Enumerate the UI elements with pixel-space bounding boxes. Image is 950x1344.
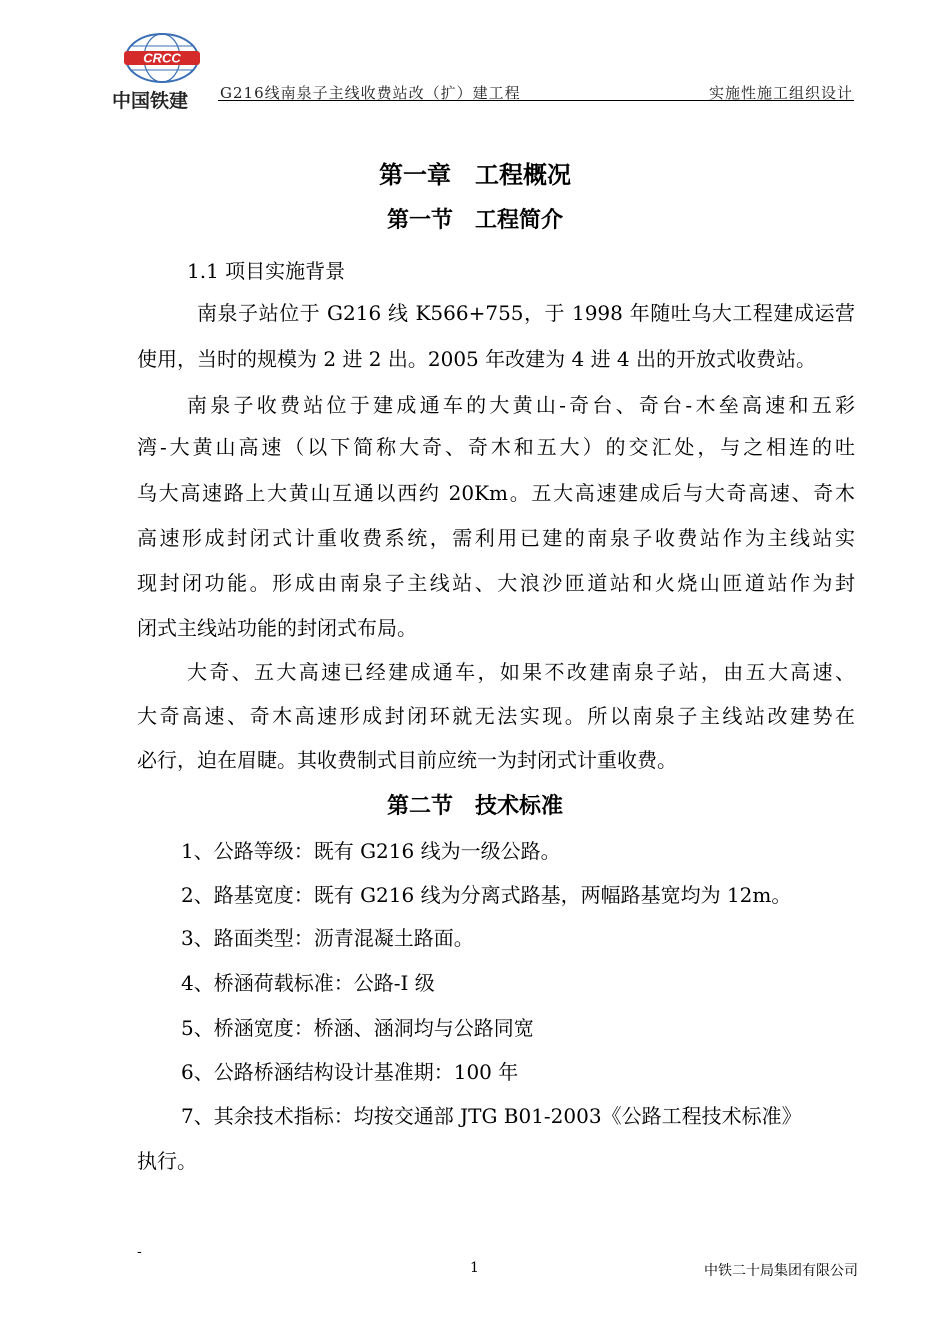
paragraph-line: 乌大高速路上大黄山互通以西约 20Km。五大高速建成后与大奇高速、奇木	[137, 481, 855, 505]
standard-item: 1、公路等级：既有 G216 线为一级公路。	[181, 839, 561, 863]
company-logo	[112, 32, 212, 112]
standard-item: 5、桥涵宽度：桥涵、涵洞均与公路同宽	[181, 1016, 534, 1040]
paragraph-line: 必行，迫在眉睫。其收费制式目前应统一为封闭式计重收费。	[137, 748, 677, 772]
standard-item: 4、桥涵荷载标准：公路-I 级	[181, 971, 435, 995]
header-project-name: G216线南泉子主线收费站改（扩）建工程	[220, 84, 521, 102]
svg-text:CRCC: CRCC	[143, 50, 181, 66]
paragraph-line: 现封闭功能。形成由南泉子主线站、大浪沙匝道站和火烧山匝道站作为封	[137, 571, 855, 595]
crcc-globe-icon	[122, 32, 202, 84]
paragraph-line: 闭式主线站功能的封闭式布局。	[137, 616, 417, 640]
paragraph-line: 南泉子收费站位于建成通车的大黄山-奇台、奇台-木垒高速和五彩	[187, 393, 855, 417]
standard-item: 6、公路桥涵结构设计基准期：100 年	[181, 1060, 519, 1084]
paragraph-line: 高速形成封闭式计重收费系统，需利用已建的南泉子收费站作为主线站实	[137, 526, 855, 550]
page-number: 1	[470, 1260, 479, 1276]
header-document-type: 实施性施工组织设计	[708, 84, 853, 102]
standard-item: 2、路基宽度：既有 G216 线为分离式路基，两幅路基宽均为 12m。	[181, 883, 792, 907]
footer-mark: -	[137, 1244, 142, 1260]
paragraph-line: 湾-大黄山高速（以下简称大奇、奇木和五大）的交汇处，与之相连的吐	[137, 435, 855, 459]
paragraph-line: 使用，当时的规模为 2 进 2 出。2005 年改建为 4 进 4 出的开放式收费站。	[137, 347, 817, 371]
header-rule	[218, 100, 854, 101]
standard-item-continuation: 执行。	[137, 1149, 197, 1173]
section1-title: 第一节 工程简介	[386, 208, 563, 233]
standard-item: 3、路面类型：沥青混凝土路面。	[181, 926, 474, 950]
paragraph-line: 南泉子站位于 G216 线 K566+755，于 1998 年随吐乌大工程建成运营	[197, 301, 855, 325]
logo-text: 中国铁建	[112, 90, 189, 112]
paragraph-line: 大奇、五大高速已经建成通车，如果不改建南泉子站，由五大高速、	[187, 660, 855, 684]
standard-item: 7、其余技术指标：均按交通部 JTG B01-2003《公路工程技术标准》	[181, 1104, 802, 1128]
footer-company: 中铁二十局集团有限公司	[704, 1263, 858, 1279]
section2-title: 第二节 技术标准	[386, 794, 563, 819]
chapter-title: 第一章 工程概况	[379, 161, 571, 189]
subsection-heading: 1.1 项目实施背景	[187, 259, 346, 283]
paragraph-line: 大奇高速、奇木高速形成封闭环就无法实现。所以南泉子主线站改建势在	[137, 704, 855, 728]
